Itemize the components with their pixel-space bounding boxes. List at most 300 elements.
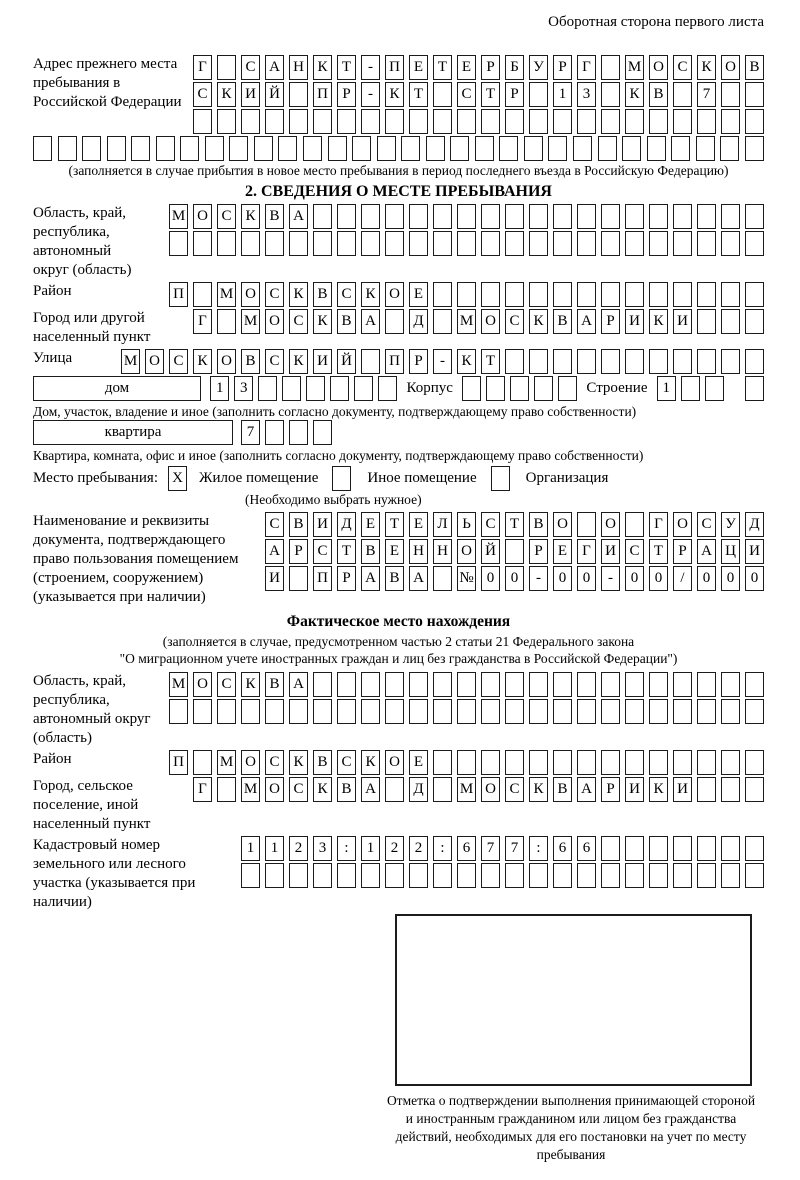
char-cell[interactable]: К xyxy=(649,777,668,802)
char-cell[interactable] xyxy=(553,231,572,256)
char-cell[interactable]: В xyxy=(313,750,332,775)
char-cell[interactable] xyxy=(649,231,668,256)
char-cell[interactable]: Р xyxy=(409,349,428,374)
char-cell[interactable]: 0 xyxy=(721,566,740,591)
char-cell[interactable] xyxy=(505,349,524,374)
char-cell[interactable] xyxy=(673,82,692,107)
char-cell[interactable] xyxy=(409,672,428,697)
char-cell[interactable]: С xyxy=(697,512,716,537)
char-cell[interactable]: К xyxy=(241,204,260,229)
char-cell[interactable]: 6 xyxy=(577,836,596,861)
char-cell[interactable] xyxy=(265,231,284,256)
char-cell[interactable]: К xyxy=(313,55,332,80)
char-cell[interactable]: С xyxy=(217,204,236,229)
char-cell[interactable] xyxy=(647,136,666,161)
char-cell[interactable] xyxy=(649,863,668,888)
char-cell[interactable]: О xyxy=(265,777,284,802)
char-cell[interactable] xyxy=(673,672,692,697)
char-cell[interactable]: С xyxy=(265,750,284,775)
char-cell[interactable]: В xyxy=(529,512,548,537)
char-cell[interactable] xyxy=(193,750,212,775)
char-cell[interactable] xyxy=(433,672,452,697)
char-cell[interactable]: Д xyxy=(409,777,428,802)
char-cell[interactable]: О xyxy=(481,777,500,802)
char-cell[interactable] xyxy=(169,699,188,724)
char-cell[interactable] xyxy=(577,109,596,134)
char-cell[interactable] xyxy=(361,204,380,229)
char-cell[interactable] xyxy=(745,109,764,134)
char-cell[interactable] xyxy=(649,699,668,724)
char-cell[interactable] xyxy=(577,750,596,775)
char-cell[interactable] xyxy=(625,109,644,134)
char-cell[interactable] xyxy=(548,136,567,161)
char-cell[interactable] xyxy=(601,109,620,134)
char-cell[interactable]: К xyxy=(241,672,260,697)
char-cell[interactable] xyxy=(433,863,452,888)
char-cell[interactable]: К xyxy=(289,750,308,775)
char-cell[interactable] xyxy=(481,282,500,307)
char-cell[interactable]: А xyxy=(361,309,380,334)
char-cell[interactable]: С xyxy=(337,282,356,307)
char-cell[interactable] xyxy=(265,863,284,888)
char-cell[interactable] xyxy=(697,282,716,307)
char-cell[interactable]: 1 xyxy=(241,836,260,861)
char-cell[interactable] xyxy=(505,231,524,256)
char-cell[interactable] xyxy=(385,672,404,697)
char-cell[interactable] xyxy=(649,204,668,229)
char-cell[interactable] xyxy=(505,109,524,134)
char-cell[interactable] xyxy=(289,420,308,445)
char-cell[interactable]: 0 xyxy=(577,566,596,591)
char-cell[interactable]: Т xyxy=(481,82,500,107)
char-cell[interactable]: О xyxy=(553,512,572,537)
char-cell[interactable] xyxy=(385,204,404,229)
char-cell[interactable]: 0 xyxy=(553,566,572,591)
char-cell[interactable] xyxy=(289,863,308,888)
char-cell[interactable] xyxy=(457,109,476,134)
char-cell[interactable] xyxy=(721,750,740,775)
char-cell[interactable]: Д xyxy=(337,512,356,537)
char-cell[interactable] xyxy=(553,109,572,134)
checkbox-organizaciya[interactable] xyxy=(491,466,510,491)
char-cell[interactable] xyxy=(745,231,764,256)
char-cell[interactable] xyxy=(354,376,373,401)
char-cell[interactable] xyxy=(433,699,452,724)
char-cell[interactable] xyxy=(241,863,260,888)
char-cell[interactable] xyxy=(409,204,428,229)
char-cell[interactable]: Р xyxy=(337,82,356,107)
char-cell[interactable] xyxy=(265,109,284,134)
char-cell[interactable] xyxy=(337,863,356,888)
char-cell[interactable]: Р xyxy=(529,539,548,564)
char-cell[interactable]: М xyxy=(241,777,260,802)
char-cell[interactable] xyxy=(745,309,764,334)
char-cell[interactable] xyxy=(131,136,150,161)
char-cell[interactable]: Т xyxy=(481,349,500,374)
char-cell[interactable] xyxy=(156,136,175,161)
char-cell[interactable]: С xyxy=(265,512,284,537)
char-cell[interactable]: Й xyxy=(337,349,356,374)
char-cell[interactable]: Р xyxy=(553,55,572,80)
char-cell[interactable] xyxy=(577,282,596,307)
char-cell[interactable]: И xyxy=(313,349,332,374)
char-cell[interactable]: 0 xyxy=(481,566,500,591)
char-cell[interactable] xyxy=(529,204,548,229)
char-cell[interactable]: Е xyxy=(457,55,476,80)
char-cell[interactable]: П xyxy=(385,349,404,374)
char-cell[interactable] xyxy=(217,309,236,334)
char-cell[interactable] xyxy=(697,777,716,802)
char-cell[interactable] xyxy=(499,136,518,161)
char-cell[interactable]: Р xyxy=(337,566,356,591)
char-cell[interactable] xyxy=(217,699,236,724)
char-cell[interactable] xyxy=(553,699,572,724)
char-cell[interactable]: О xyxy=(721,55,740,80)
char-cell[interactable] xyxy=(529,282,548,307)
char-cell[interactable] xyxy=(553,750,572,775)
char-cell[interactable]: О xyxy=(457,539,476,564)
char-cell[interactable]: - xyxy=(361,55,380,80)
char-cell[interactable]: А xyxy=(577,777,596,802)
char-cell[interactable]: С xyxy=(289,777,308,802)
char-cell[interactable] xyxy=(524,136,543,161)
char-cell[interactable] xyxy=(229,136,248,161)
char-cell[interactable] xyxy=(721,231,740,256)
char-cell[interactable] xyxy=(193,231,212,256)
char-cell[interactable] xyxy=(673,836,692,861)
char-cell[interactable]: И xyxy=(313,512,332,537)
char-cell[interactable] xyxy=(313,204,332,229)
char-cell[interactable] xyxy=(673,109,692,134)
char-cell[interactable] xyxy=(649,750,668,775)
char-cell[interactable] xyxy=(625,699,644,724)
char-cell[interactable]: С xyxy=(505,309,524,334)
char-cell[interactable] xyxy=(481,204,500,229)
char-cell[interactable] xyxy=(433,566,452,591)
char-cell[interactable]: 0 xyxy=(649,566,668,591)
char-cell[interactable] xyxy=(601,863,620,888)
char-cell[interactable] xyxy=(622,136,641,161)
char-cell[interactable]: Н xyxy=(433,539,452,564)
char-cell[interactable] xyxy=(313,109,332,134)
char-cell[interactable]: Е xyxy=(409,282,428,307)
char-cell[interactable] xyxy=(721,699,740,724)
char-cell[interactable]: Й xyxy=(481,539,500,564)
char-cell[interactable]: О xyxy=(193,204,212,229)
char-cell[interactable] xyxy=(265,420,284,445)
char-cell[interactable]: С xyxy=(193,82,212,107)
char-cell[interactable] xyxy=(481,109,500,134)
char-cell[interactable] xyxy=(433,777,452,802)
char-cell[interactable] xyxy=(361,349,380,374)
char-cell[interactable] xyxy=(265,699,284,724)
char-cell[interactable] xyxy=(681,376,700,401)
char-cell[interactable] xyxy=(278,136,297,161)
char-cell[interactable] xyxy=(289,566,308,591)
char-cell[interactable] xyxy=(378,376,397,401)
char-cell[interactable] xyxy=(721,282,740,307)
char-cell[interactable]: М xyxy=(457,777,476,802)
char-cell[interactable]: В xyxy=(265,672,284,697)
char-cell[interactable] xyxy=(529,699,548,724)
char-cell[interactable] xyxy=(745,699,764,724)
char-cell[interactable]: С xyxy=(289,309,308,334)
char-cell[interactable]: Е xyxy=(553,539,572,564)
char-cell[interactable] xyxy=(337,204,356,229)
char-cell[interactable]: 0 xyxy=(505,566,524,591)
char-cell[interactable] xyxy=(457,204,476,229)
char-cell[interactable]: 2 xyxy=(385,836,404,861)
char-cell[interactable] xyxy=(33,136,52,161)
char-cell[interactable] xyxy=(169,231,188,256)
char-cell[interactable]: М xyxy=(169,204,188,229)
char-cell[interactable]: К xyxy=(289,282,308,307)
char-cell[interactable]: 3 xyxy=(234,376,253,401)
char-cell[interactable] xyxy=(745,349,764,374)
char-cell[interactable]: А xyxy=(361,566,380,591)
char-cell[interactable]: Н xyxy=(409,539,428,564)
char-cell[interactable]: И xyxy=(265,566,284,591)
char-cell[interactable]: Т xyxy=(337,55,356,80)
char-cell[interactable]: А xyxy=(409,566,428,591)
char-cell[interactable]: К xyxy=(217,82,236,107)
char-cell[interactable] xyxy=(486,376,505,401)
char-cell[interactable]: Л xyxy=(433,512,452,537)
char-cell[interactable] xyxy=(481,672,500,697)
char-cell[interactable]: И xyxy=(673,309,692,334)
char-cell[interactable]: С xyxy=(673,55,692,80)
char-cell[interactable] xyxy=(361,863,380,888)
char-cell[interactable]: О xyxy=(265,309,284,334)
char-cell[interactable] xyxy=(529,672,548,697)
char-cell[interactable]: 2 xyxy=(409,836,428,861)
char-cell[interactable] xyxy=(625,204,644,229)
char-cell[interactable]: 7 xyxy=(241,420,260,445)
char-cell[interactable]: : xyxy=(337,836,356,861)
char-cell[interactable]: О xyxy=(673,512,692,537)
char-cell[interactable]: И xyxy=(625,777,644,802)
char-cell[interactable] xyxy=(433,309,452,334)
char-cell[interactable]: О xyxy=(481,309,500,334)
char-cell[interactable] xyxy=(601,82,620,107)
char-cell[interactable] xyxy=(745,836,764,861)
char-cell[interactable]: Г xyxy=(193,309,212,334)
char-cell[interactable] xyxy=(625,836,644,861)
char-cell[interactable] xyxy=(289,109,308,134)
char-cell[interactable]: В xyxy=(553,309,572,334)
char-cell[interactable]: И xyxy=(241,82,260,107)
char-cell[interactable] xyxy=(529,231,548,256)
char-cell[interactable] xyxy=(697,863,716,888)
char-cell[interactable]: М xyxy=(217,282,236,307)
char-cell[interactable] xyxy=(328,136,347,161)
char-cell[interactable] xyxy=(721,863,740,888)
char-cell[interactable]: В xyxy=(241,349,260,374)
char-cell[interactable] xyxy=(697,750,716,775)
char-cell[interactable]: - xyxy=(529,566,548,591)
char-cell[interactable] xyxy=(303,136,322,161)
char-cell[interactable] xyxy=(625,672,644,697)
char-cell[interactable] xyxy=(673,282,692,307)
char-cell[interactable]: : xyxy=(529,836,548,861)
char-cell[interactable] xyxy=(409,109,428,134)
char-cell[interactable] xyxy=(697,204,716,229)
char-cell[interactable] xyxy=(254,136,273,161)
char-cell[interactable] xyxy=(426,136,445,161)
char-cell[interactable] xyxy=(193,699,212,724)
char-cell[interactable] xyxy=(697,836,716,861)
char-cell[interactable] xyxy=(577,512,596,537)
char-cell[interactable]: П xyxy=(313,566,332,591)
char-cell[interactable]: Т xyxy=(505,512,524,537)
char-cell[interactable]: Т xyxy=(337,539,356,564)
char-cell[interactable] xyxy=(505,672,524,697)
char-cell[interactable]: У xyxy=(721,512,740,537)
char-cell[interactable] xyxy=(289,82,308,107)
char-cell[interactable] xyxy=(601,55,620,80)
char-cell[interactable] xyxy=(433,204,452,229)
char-cell[interactable] xyxy=(721,349,740,374)
char-cell[interactable] xyxy=(180,136,199,161)
char-cell[interactable]: 7 xyxy=(505,836,524,861)
char-cell[interactable] xyxy=(289,231,308,256)
char-cell[interactable] xyxy=(289,699,308,724)
char-cell[interactable] xyxy=(457,672,476,697)
char-cell[interactable]: К xyxy=(457,349,476,374)
char-cell[interactable] xyxy=(313,863,332,888)
char-cell[interactable] xyxy=(696,136,715,161)
char-cell[interactable] xyxy=(510,376,529,401)
char-cell[interactable]: С xyxy=(337,750,356,775)
char-cell[interactable] xyxy=(241,109,260,134)
char-cell[interactable]: В xyxy=(649,82,668,107)
char-cell[interactable] xyxy=(457,282,476,307)
char-cell[interactable] xyxy=(573,136,592,161)
char-cell[interactable] xyxy=(553,204,572,229)
char-cell[interactable]: / xyxy=(673,566,692,591)
char-cell[interactable] xyxy=(193,282,212,307)
char-cell[interactable]: 3 xyxy=(313,836,332,861)
char-cell[interactable]: - xyxy=(361,82,380,107)
char-cell[interactable] xyxy=(505,863,524,888)
char-cell[interactable]: Д xyxy=(409,309,428,334)
char-cell[interactable]: О xyxy=(385,750,404,775)
char-cell[interactable]: К xyxy=(313,309,332,334)
char-cell[interactable] xyxy=(577,204,596,229)
char-cell[interactable]: М xyxy=(457,309,476,334)
char-cell[interactable] xyxy=(241,699,260,724)
char-cell[interactable] xyxy=(625,282,644,307)
char-cell[interactable] xyxy=(282,376,301,401)
char-cell[interactable]: С xyxy=(241,55,260,80)
char-cell[interactable] xyxy=(625,863,644,888)
char-cell[interactable] xyxy=(649,349,668,374)
char-cell[interactable] xyxy=(625,349,644,374)
char-cell[interactable]: Е xyxy=(385,539,404,564)
char-cell[interactable] xyxy=(673,231,692,256)
char-cell[interactable] xyxy=(313,672,332,697)
char-cell[interactable]: А xyxy=(577,309,596,334)
char-cell[interactable] xyxy=(352,136,371,161)
char-cell[interactable]: М xyxy=(217,750,236,775)
char-cell[interactable]: А xyxy=(697,539,716,564)
char-cell[interactable] xyxy=(337,672,356,697)
char-cell[interactable]: О xyxy=(217,349,236,374)
char-cell[interactable]: О xyxy=(145,349,164,374)
char-cell[interactable]: М xyxy=(625,55,644,80)
char-cell[interactable] xyxy=(697,231,716,256)
char-cell[interactable]: А xyxy=(265,55,284,80)
char-cell[interactable] xyxy=(433,109,452,134)
char-cell[interactable]: О xyxy=(241,750,260,775)
char-cell[interactable] xyxy=(481,750,500,775)
char-cell[interactable] xyxy=(577,231,596,256)
char-cell[interactable]: Г xyxy=(193,777,212,802)
char-cell[interactable]: Т xyxy=(409,82,428,107)
char-cell[interactable]: К xyxy=(697,55,716,80)
char-cell[interactable]: Г xyxy=(193,55,212,80)
char-cell[interactable] xyxy=(258,376,277,401)
char-cell[interactable] xyxy=(337,699,356,724)
char-cell[interactable] xyxy=(107,136,126,161)
char-cell[interactable] xyxy=(505,750,524,775)
char-cell[interactable] xyxy=(361,109,380,134)
char-cell[interactable] xyxy=(481,863,500,888)
char-cell[interactable]: Ц xyxy=(721,539,740,564)
char-cell[interactable]: К xyxy=(649,309,668,334)
char-cell[interactable] xyxy=(361,672,380,697)
char-cell[interactable] xyxy=(193,109,212,134)
char-cell[interactable]: И xyxy=(625,309,644,334)
char-cell[interactable]: 0 xyxy=(745,566,764,591)
char-cell[interactable]: 2 xyxy=(289,836,308,861)
char-cell[interactable]: С xyxy=(505,777,524,802)
char-cell[interactable]: К xyxy=(361,282,380,307)
char-cell[interactable]: В xyxy=(361,539,380,564)
char-cell[interactable] xyxy=(697,699,716,724)
char-cell[interactable] xyxy=(649,109,668,134)
char-cell[interactable] xyxy=(697,672,716,697)
char-cell[interactable] xyxy=(505,539,524,564)
char-cell[interactable]: 0 xyxy=(697,566,716,591)
char-cell[interactable]: Г xyxy=(577,55,596,80)
char-cell[interactable] xyxy=(457,863,476,888)
char-cell[interactable] xyxy=(433,82,452,107)
char-cell[interactable] xyxy=(649,836,668,861)
char-cell[interactable]: Р xyxy=(289,539,308,564)
char-cell[interactable]: В xyxy=(289,512,308,537)
char-cell[interactable] xyxy=(505,282,524,307)
char-cell[interactable] xyxy=(577,672,596,697)
char-cell[interactable]: № xyxy=(457,566,476,591)
char-cell[interactable] xyxy=(601,750,620,775)
char-cell[interactable]: Р xyxy=(601,309,620,334)
char-cell[interactable] xyxy=(409,863,428,888)
char-cell[interactable] xyxy=(721,309,740,334)
char-cell[interactable] xyxy=(598,136,617,161)
char-cell[interactable] xyxy=(529,349,548,374)
char-cell[interactable]: В xyxy=(337,777,356,802)
char-cell[interactable]: Й xyxy=(265,82,284,107)
char-cell[interactable]: О xyxy=(385,282,404,307)
char-cell[interactable]: С xyxy=(265,349,284,374)
char-cell[interactable] xyxy=(241,231,260,256)
char-cell[interactable] xyxy=(313,231,332,256)
char-cell[interactable] xyxy=(529,109,548,134)
char-cell[interactable]: О xyxy=(649,55,668,80)
char-cell[interactable] xyxy=(720,136,739,161)
char-cell[interactable]: П xyxy=(169,750,188,775)
